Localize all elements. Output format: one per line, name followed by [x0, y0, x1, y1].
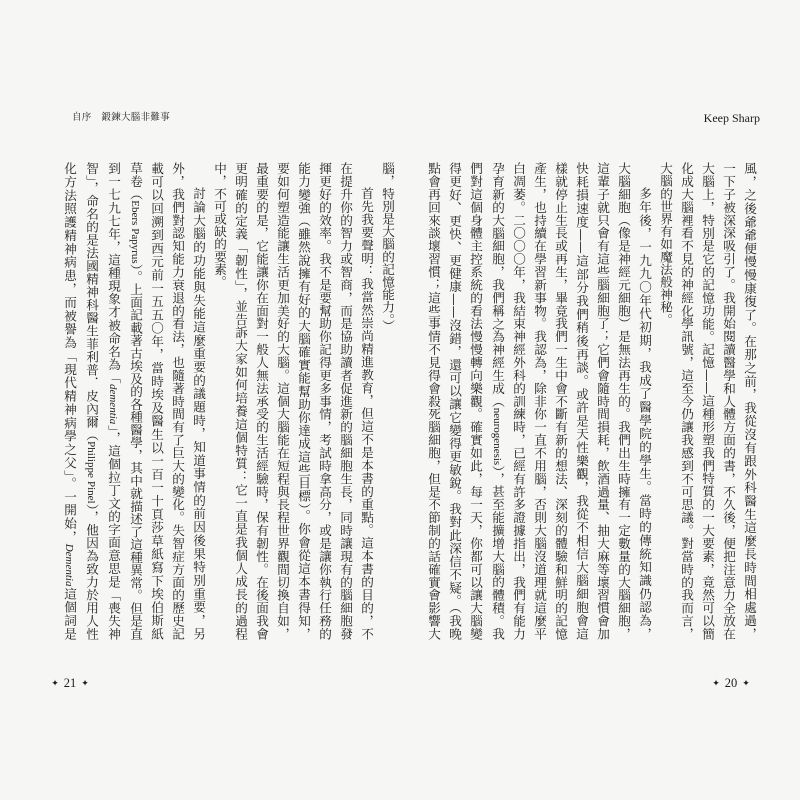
text-segment: ）。上面記載著古埃及的各種醫學，其中就描述了這種異常。但是直 — [128, 263, 143, 640]
text-column: 化成大腦裡看不見的神經化學訊號，這至今仍讓我感到不可思議。對當時的我而言， — [679, 162, 694, 640]
text-column: 大腦的世界有如魔法般神秘。 — [658, 162, 673, 326]
text-column: 得更好、更快、更健康——沒錯，還可以讓它變得更敏銳。我對此深信不疑。（我晚 — [447, 162, 462, 640]
text-column: 載可以回溯到西元前一五五〇年，當時埃及醫生以一百一十頁莎草紙寫下埃伯斯紙 — [149, 162, 164, 640]
text-column: 白凋萎。二〇〇〇年，我結束神經外科的訓練時，已經有許多證據指出，我們有能力 — [511, 162, 526, 640]
text-segment: 」，這個拉丁文的字面意思是「喪失神 — [106, 424, 121, 640]
text-segment: 化方法照護精神病患，而被譽為「現代精神病學之父」。一開始， — [62, 162, 77, 544]
page-number-value: 20 — [724, 676, 738, 690]
running-head-book-title: Keep Sharp — [703, 111, 760, 125]
four-pointed-star-icon: ✦ — [51, 679, 59, 689]
page-number — [40, 674, 100, 693]
text-segment: ），他因為致力於用人性 — [84, 503, 99, 640]
page-number — [701, 674, 761, 693]
four-pointed-star-icon: ✦ — [742, 679, 750, 689]
text-column: 產生，也持續在學習新事物。我認為，除非你一直不用腦，否則大腦沒道理就這麼平 — [532, 162, 547, 640]
text-column: 要如何塑造能讓生活更加美好的大腦。這個大腦能在短程與長程世界觀間切換自如， — [275, 162, 290, 640]
text-column — [58, 162, 80, 640]
text-column — [102, 162, 124, 640]
text-column: 點會再回來談壞習慣；這些事情不見得會殺死腦細胞，但是不節制的話確實會影響大 — [426, 162, 441, 640]
text-column: 們對這個身體主控系統的看法慢慢轉向樂觀。確實如此，每一天，你都可以讓大腦變 — [468, 162, 483, 640]
text-column: 首先我要聲明：我當然崇尚精進教育，但這不是本書的重點。這本書的目的，不 — [359, 187, 374, 640]
latin-term: dementia — [107, 383, 119, 425]
text-column: 多年後，一九九〇年代初期，我成了醫學院的學生。當時的傳統知識仍認為， — [637, 187, 652, 640]
text-column: 這輩子就只會有這些腦細胞了；它們會隨時間損耗，飲酒過量、抽大麻等壞習慣會加 — [595, 162, 610, 640]
text-column: 一下子被深深吸引了。我開始閱讀醫學和人體方面的書，不久後，便把注意力全放在 — [721, 162, 736, 640]
four-pointed-star-icon: ✦ — [712, 679, 720, 689]
text-column: 能力變強（雖然說擁有好的大腦確實能幫助你達成這些目標）。你會從這本書得知， — [296, 162, 311, 640]
latin-term: Dementia — [63, 543, 75, 587]
text-segment: ），甚至能擴增大腦的體積。我 — [490, 465, 505, 640]
text-column: 中，不可或缺的要素。 — [212, 162, 227, 288]
text-column: 大腦細胞（像是神經元細胞）是無法再生的。我們出生時擁有一定數量的大腦細胞， — [616, 162, 631, 640]
text-segment: 草卷（ — [128, 162, 143, 201]
text-column — [124, 162, 146, 640]
text-column: 樣就停止生長或再生，畢竟我們一生中會不斷有新的想法、深刻的體驗和鮮明的記憶 — [553, 162, 568, 640]
text-segment: 孕育新的大腦細胞，我們稱之為神經生成（ — [490, 162, 505, 408]
text-segment: 到一七九七年，這種現象才被命名為「 — [106, 162, 121, 384]
latin-term: neurogenesis — [491, 407, 503, 466]
text-column: 腦，特別是大腦的記憶能力。） — [380, 162, 395, 333]
text-column: 討論大腦的功能與失能這麼重要的議題時，知道事情的前因後果特別重要，另 — [191, 187, 206, 640]
body-text — [62, 162, 398, 640]
latin-term: Ebers Papyrus — [129, 200, 141, 264]
text-column: 揮更好的效率。我不是要幫助你記得更多事情，考試時拿高分，或是讓你執行任務的 — [317, 162, 332, 640]
text-column: 更明確的定義「韌性」，並告訴大家如何培養這個特質：它一直是我個人成長的過程 — [233, 162, 248, 640]
running-head-chapter-title: 自序 鍛鍊大腦非難事 — [72, 112, 171, 123]
body-text — [424, 162, 760, 640]
text-column: 大腦上，特別是它的記憶功能。記憶——這種形塑我們特質的一大要素，竟然可以簡 — [700, 162, 715, 640]
text-column: 快耗損速度——這部分我們稍後再談。或許是天性樂觀，我從不相信大腦細胞會這 — [574, 162, 589, 640]
text-segment: 智」，命名的是法國精神科醫生菲利普．皮內爾（ — [84, 162, 99, 442]
text-column: 在提升你的智力或智商，而是協助讀者促進新的腦細胞生長，同時讓現有的腦細胞發 — [338, 162, 353, 640]
text-segment: 這個詞是 — [62, 586, 77, 640]
right-page — [400, 0, 800, 800]
page-number-value: 21 — [63, 676, 77, 690]
text-column — [80, 162, 102, 640]
four-pointed-star-icon: ✦ — [81, 679, 89, 689]
text-column: 最重要的是，它能讓你在面對一般人無法承受的生活經驗時，保有韌性。在後面我會 — [254, 162, 269, 640]
text-column: 外，我們對認知能力衰退的看法，也隨著時間有了巨大的變化。失智症方面的歷史記 — [170, 162, 185, 640]
latin-term: Philippe Pinel — [85, 441, 97, 504]
text-column — [486, 162, 508, 640]
text-column: 風，之後爺爺便慢慢康復了。在那之前，我從沒有跟外科醫生這麼長時間相處過， — [742, 162, 757, 640]
